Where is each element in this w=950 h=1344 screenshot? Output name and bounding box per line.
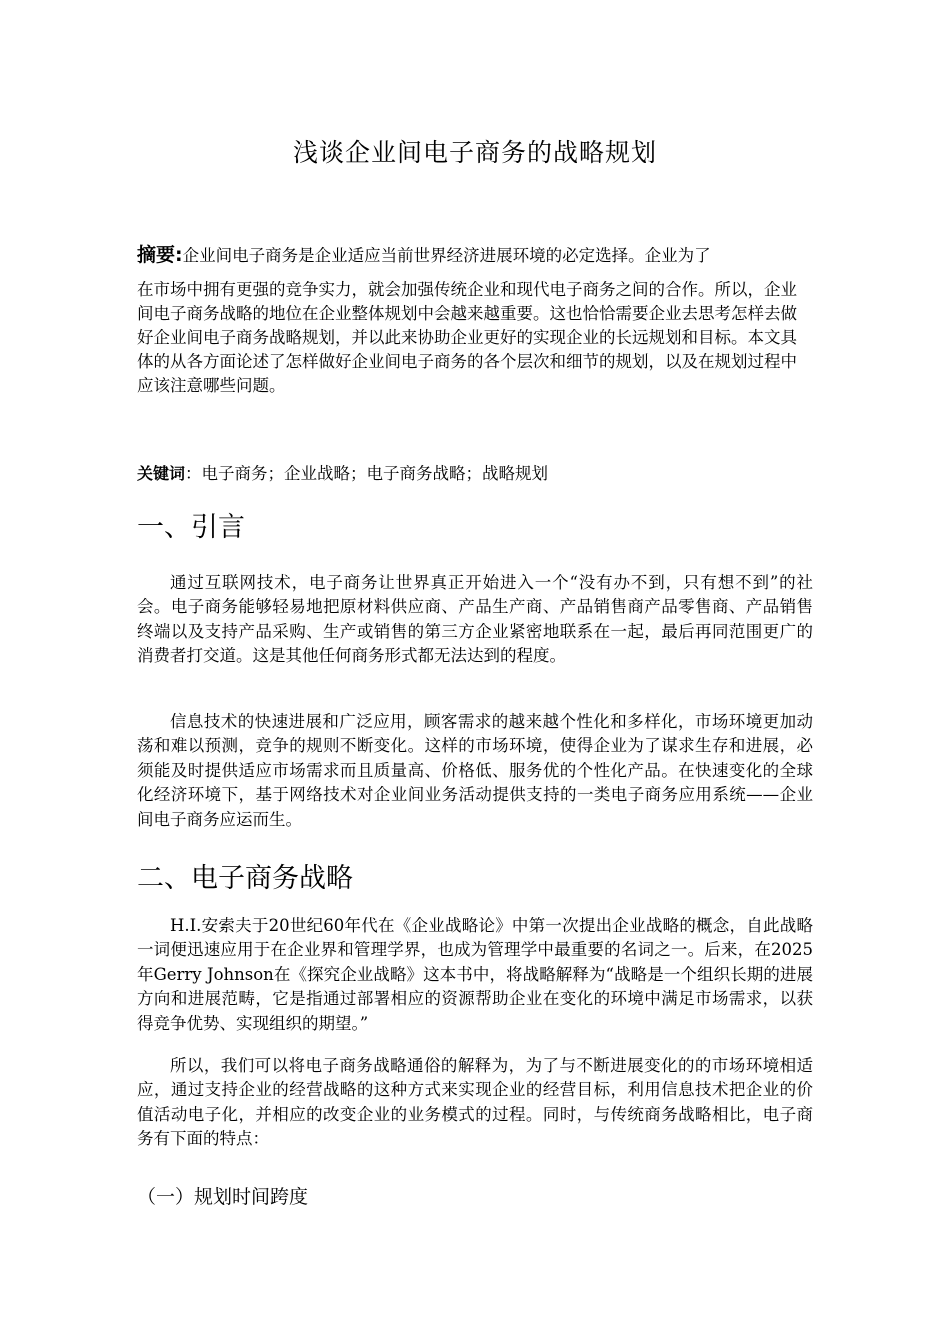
- subsection-heading-planning-time-span: （一）规划时间跨度: [137, 1186, 309, 1208]
- abstract-first-line: [137, 243, 813, 268]
- abstract-text: 在市场中拥有更强的竞争实力，就会加强传统企业和现代电子商务之间的合作。所以，企业间电子商务战略的地位在企业整体规划中会越来越重要。这也恰恰需要企业去思考怎样去做好企业间电子商务战略规划，并以此来协助企业更好的实现企业的长远规划和目标。本文具体的从各方面论述了怎样做好企业间电子商务的各个层次和细节的规划，以及在规划过程中应该注意哪些问题。: [137, 280, 797, 395]
- strategy-paragraph-2: 所以，我们可以将电子商务战略通俗的解释为，为了与不断进展变化的的市场环境相适应，通过支持企业的经营战略的这种方式来实现企业的经营目标，利用信息技术把企业的价值活动电子化，并相应的改变企业的业务模式的过程。同时，与传统商务战略相比，电子商务有下面的特点：: [137, 1056, 813, 1149]
- strategy-paragraph-1: H.I.安索夫于20世纪60年代在《企业战略论》中第一次提出企业战略的概念，自此战略一词便迅速应用于在企业界和管理学界，也成为管理学中最重要的名词之一。后来，在2025年Gerry Johnson在《探究企业战略》这本书中，将战略解释为“战略是一个组织长期的进展方向和进展范畴，它是指通过部署相应的资源帮助企业在变化的环境中满足市场需求，以获得竞争优势、实现组织的期望。”: [137, 916, 813, 1033]
- keywords-line: [137, 462, 813, 486]
- keywords-text: ：电子商务；企业战略；电子商务战略；战略规划: [185, 464, 549, 483]
- section-heading-ecommerce-strategy: 二、电子商务战略: [137, 863, 353, 894]
- keywords-label: 关键词: [137, 464, 186, 483]
- abstract-label: 摘要:: [137, 244, 183, 266]
- intro-paragraph-2: 信息技术的快速进展和广泛应用，顾客需求的越来越个性化和多样化，市场环境更加动荡和难以预测，竞争的规则不断变化。这样的市场环境，使得企业为了谋求生存和进展，必须能及时提供适应市场需求而且质量高、价格低、服务优的个性化产品。在快速变化的全球化经济环境下，基于网络技术对企业间业务活动提供支持的一类电子商务应用系统——企业间电子商务应运而生。: [137, 712, 813, 829]
- intro-paragraph-1: 通过互联网技术，电子商务让世界真正开始进入一个“没有办不到，只有想不到”的社会。电子商务能够轻易地把原材料供应商、产品生产商、产品销售商产品零售商、产品销售终端以及支持产品采购、生产或销售的第三方企业紧密地联系在一起，最后再同范围更广的消费者打交道。这是其他任何商务形式都无法达到的程度。: [137, 573, 813, 666]
- abstract-block: [137, 243, 813, 398]
- section-heading-introduction: 一、引言: [137, 512, 245, 543]
- abstract-first-text: 企业间电子商务是企业适应当前世界经济进展环境的必定选择。企业为了: [182, 246, 711, 265]
- document-title: 浅谈企业间电子商务的战略规划: [292, 138, 657, 167]
